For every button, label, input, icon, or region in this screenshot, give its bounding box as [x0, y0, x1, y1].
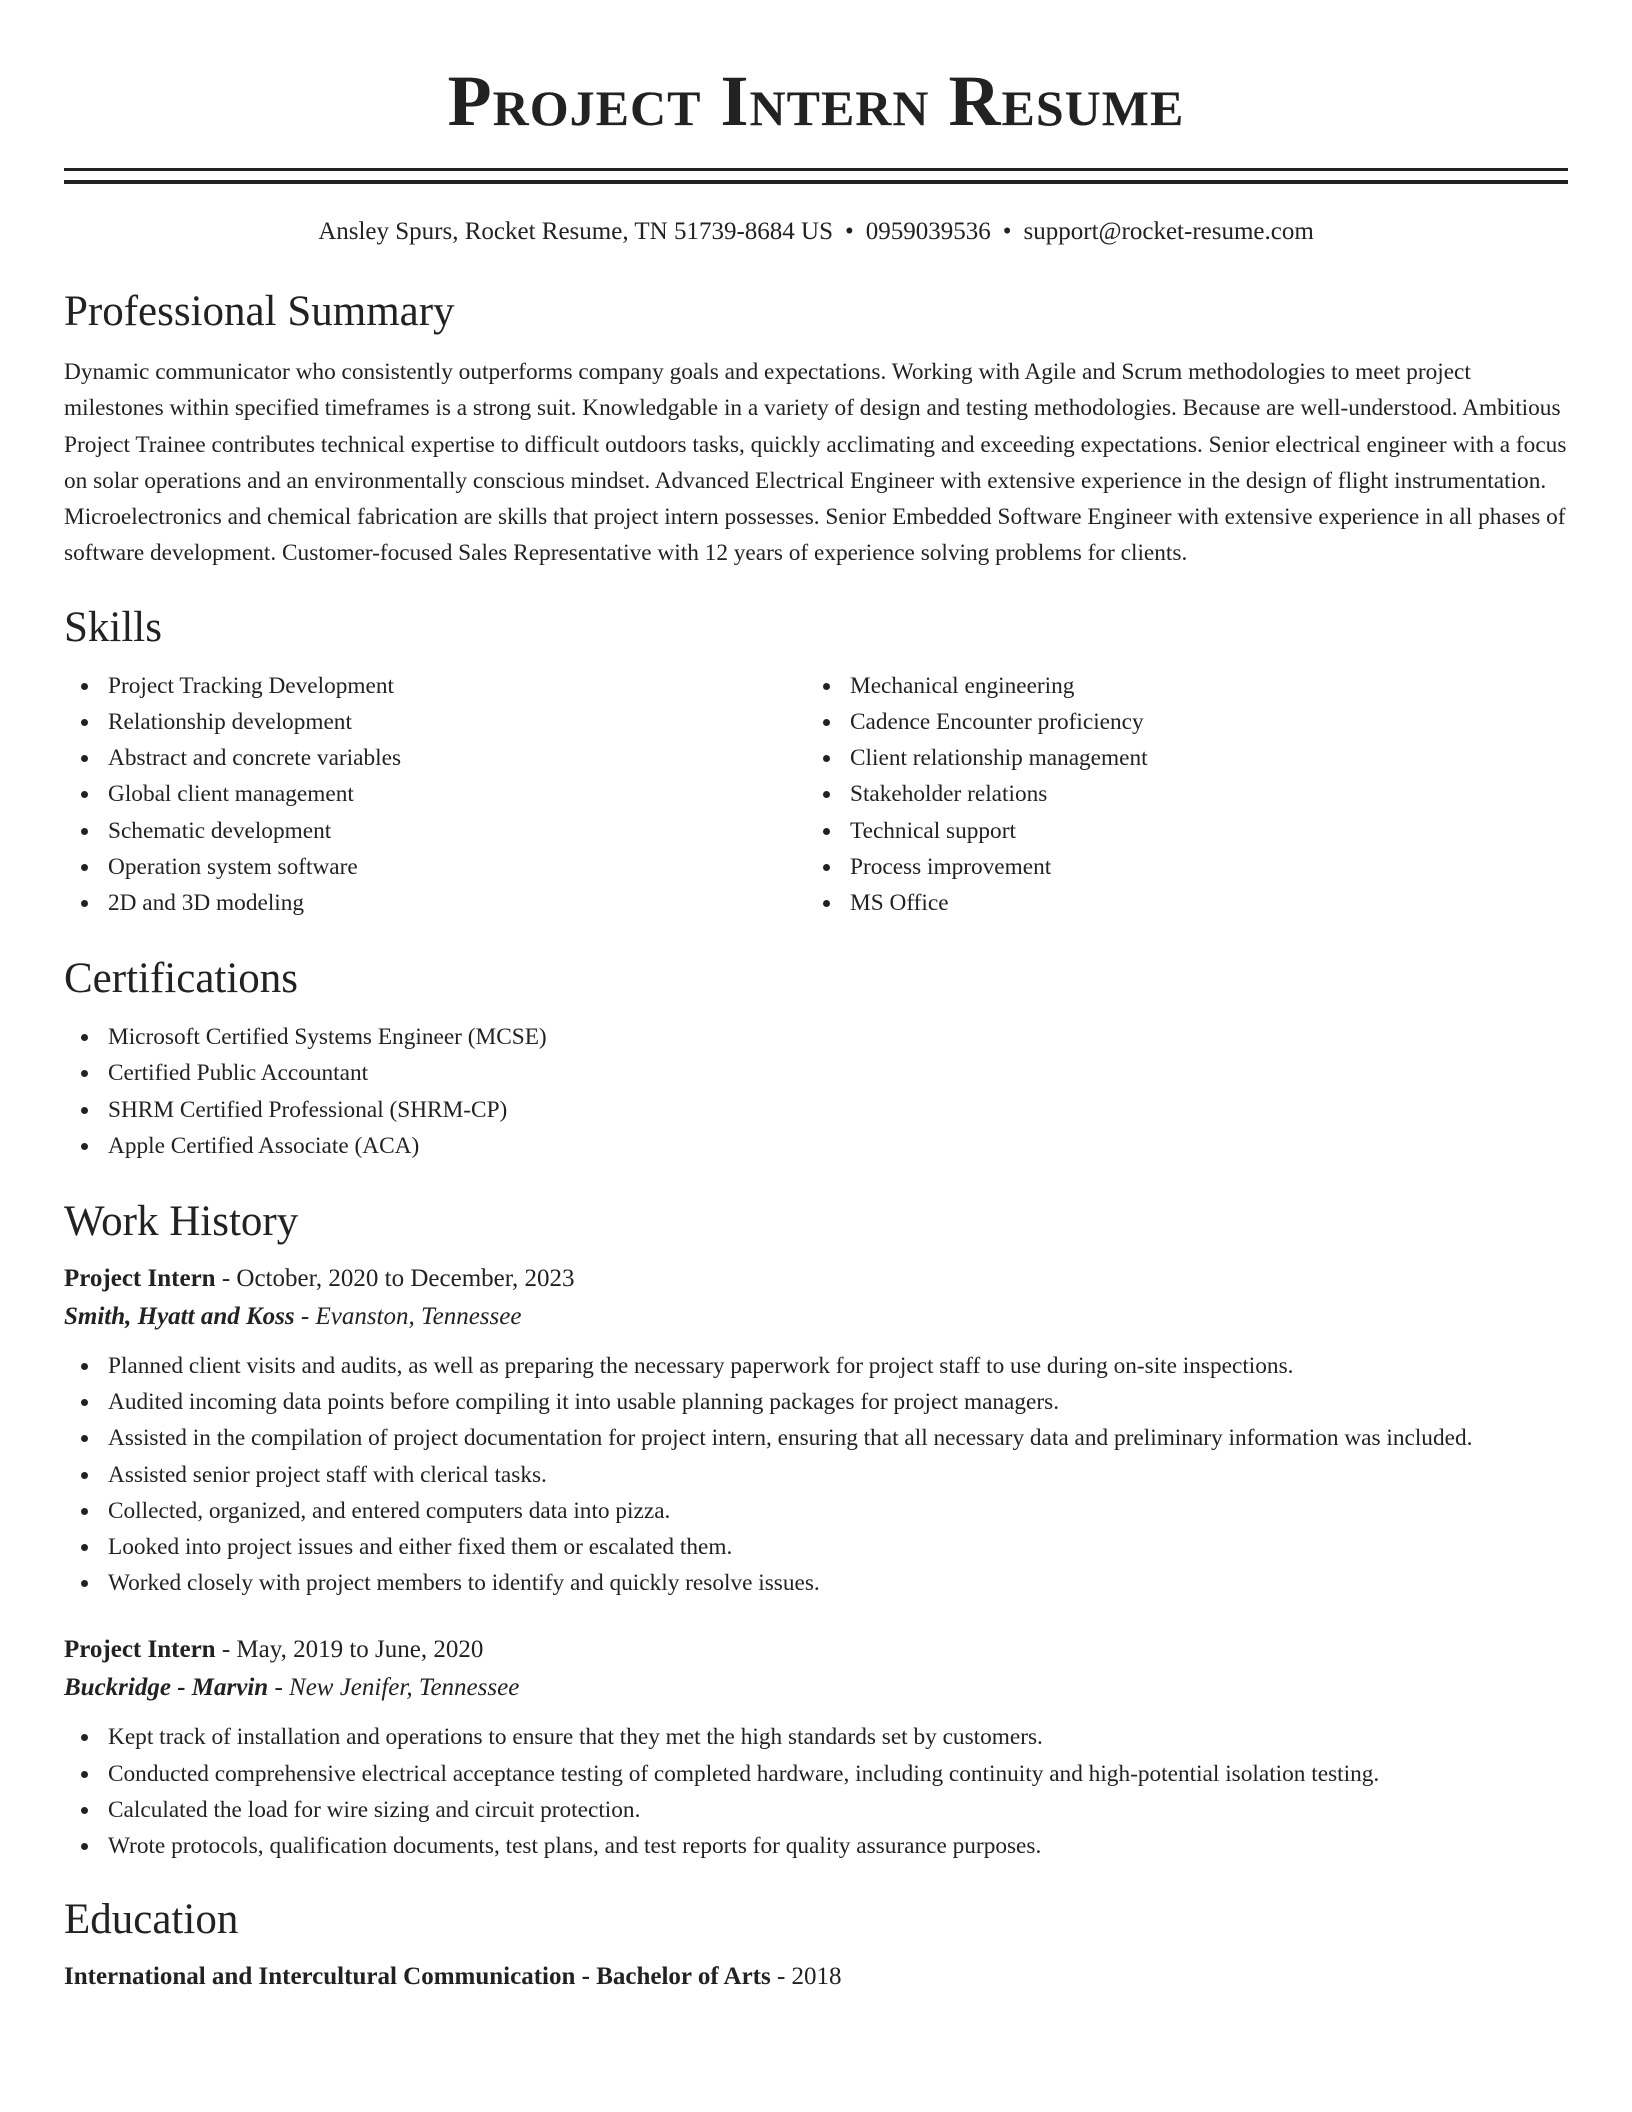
education-year: - 2018: [770, 1963, 842, 1991]
contact-line: [64, 214, 1568, 250]
skill-item: Schematic development: [64, 813, 806, 849]
title-divider: [64, 168, 1568, 184]
skill-item: Project Tracking Development: [64, 668, 806, 704]
summary-heading: Professional Summary: [64, 288, 455, 335]
job-entry: [64, 1260, 1568, 1601]
job-duty-item: Looked into project issues and either fixed them or escalated them.: [64, 1529, 1568, 1565]
job-duty-item: Collected, organized, and entered computers data into pizza.: [64, 1493, 1568, 1529]
certification-item: SHRM Certified Professional (SHRM-CP): [64, 1092, 1568, 1128]
job-company: Smith, Hyatt and Koss: [64, 1303, 295, 1331]
skill-item: Stakeholder relations: [806, 776, 1548, 812]
skill-item: 2D and 3D modeling: [64, 885, 806, 921]
education-section: [64, 1892, 1568, 1996]
skills-section: [64, 600, 1568, 921]
work-history-heading: Work History: [64, 1198, 299, 1246]
summary-text: Dynamic communicator who consistently outperforms company goals and expectations. Working with Agile and Scrum methodologies to meet project milestones within specified timeframes is a strong suit. Knowledgable in a variety of design and testing methodologies. Because are well-understood. Ambitious Project Trainee contributes technical expertise to difficult outdoors tasks, quickly acclimating and exceeding expectations. Senior electrical engineer with a focus on solar operations and an environmentally conscious mindset. Advanced Electrical Engineer with extensive experience in the design of flight instrumentation. Microelectronics and chemical fabrication are skills that project intern possesses. Senior Embedded Software Engineer with extensive experience in all phases of software development. Customer-focused Sales Representative with 12 years of experience solving problems for clients.: [64, 359, 1567, 567]
contact-separator: •: [1002, 218, 1012, 245]
job-duty-item: Assisted senior project staff with clerical tasks.: [64, 1457, 1568, 1493]
contact-address: Ansley Spurs, Rocket Resume, TN 51739-8684 US: [318, 218, 833, 245]
job-duty-item: Audited incoming data points before compiling it into usable planning packages for project managers.: [64, 1384, 1568, 1420]
job-company: Buckridge - Marvin: [64, 1674, 269, 1702]
job-entry: [64, 1631, 1568, 1864]
job-title: Project Intern: [64, 1265, 216, 1293]
skill-item: Client relationship management: [806, 740, 1548, 776]
job-location: - New Jenifer, Tennessee: [268, 1674, 520, 1702]
certifications-section: [64, 951, 1568, 1164]
certification-item: Certified Public Accountant: [64, 1055, 1568, 1091]
job-location: - Evanston, Tennessee: [294, 1303, 522, 1331]
job-duty-item: Worked closely with project members to identify and quickly resolve issues.: [64, 1565, 1568, 1601]
contact-phone: 0959039536: [865, 218, 991, 245]
job-dates: - May, 2019 to June, 2020: [215, 1636, 484, 1664]
skills-list-right: [806, 668, 1548, 921]
skills-heading: Skills: [64, 603, 162, 651]
education-heading: Education: [64, 1896, 239, 1944]
skill-item: Operation system software: [64, 849, 806, 885]
certification-item: Microsoft Certified Systems Engineer (MCSE): [64, 1019, 1568, 1055]
summary-section: [64, 284, 1568, 572]
job-duty-item: Calculated the load for wire sizing and circuit protection.: [64, 1792, 1568, 1828]
contact-separator: •: [844, 218, 854, 245]
job-duty-item: Kept track of installation and operations to ensure that they met the high standards set by customers.: [64, 1719, 1568, 1755]
resume-page: [64, 0, 1568, 1996]
certification-item: Apple Certified Associate (ACA): [64, 1128, 1568, 1164]
job-title-line: [64, 1631, 1568, 1669]
job-company-line: [64, 1298, 1568, 1336]
job-company-line: [64, 1669, 1568, 1707]
education-degree: International and Intercultural Communication - Bachelor of Arts: [64, 1963, 771, 1991]
skill-item: Mechanical engineering: [806, 668, 1548, 704]
work-history-section: [64, 1194, 1568, 1864]
job-duty-item: Assisted in the compilation of project documentation for project intern, ensuring that all necessary data and preliminary information was included.: [64, 1420, 1568, 1456]
job-duty-item: Conducted comprehensive electrical acceptance testing of completed hardware, including continuity and high-potential isolation testing.: [64, 1756, 1568, 1792]
certifications-list: [64, 1019, 1568, 1164]
education-entry: [64, 1958, 1568, 1996]
skill-item: Relationship development: [64, 704, 806, 740]
skills-grid: [64, 668, 1568, 921]
skill-item: Abstract and concrete variables: [64, 740, 806, 776]
page-title: Project Intern Resume: [447, 61, 1185, 141]
certifications-heading: Certifications: [64, 955, 299, 1003]
skill-item: Cadence Encounter proficiency: [806, 704, 1548, 740]
job-dates: - October, 2020 to December, 2023: [215, 1265, 575, 1293]
skill-item: Technical support: [806, 813, 1548, 849]
job-duties-list: [64, 1348, 1568, 1601]
skill-item: Global client management: [64, 776, 806, 812]
contact-email: support@rocket-resume.com: [1023, 218, 1314, 245]
skill-item: MS Office: [806, 885, 1548, 921]
job-duties-list: [64, 1719, 1568, 1864]
job-duty-item: Wrote protocols, qualification documents, test plans, and test reports for quality assurance purposes.: [64, 1828, 1568, 1864]
skill-item: Process improvement: [806, 849, 1548, 885]
job-title-line: [64, 1260, 1568, 1298]
job-title: Project Intern: [64, 1636, 216, 1664]
job-duty-item: Planned client visits and audits, as well as preparing the necessary paperwork for project staff to use during on-site inspections.: [64, 1348, 1568, 1384]
skills-list-left: [64, 668, 806, 921]
